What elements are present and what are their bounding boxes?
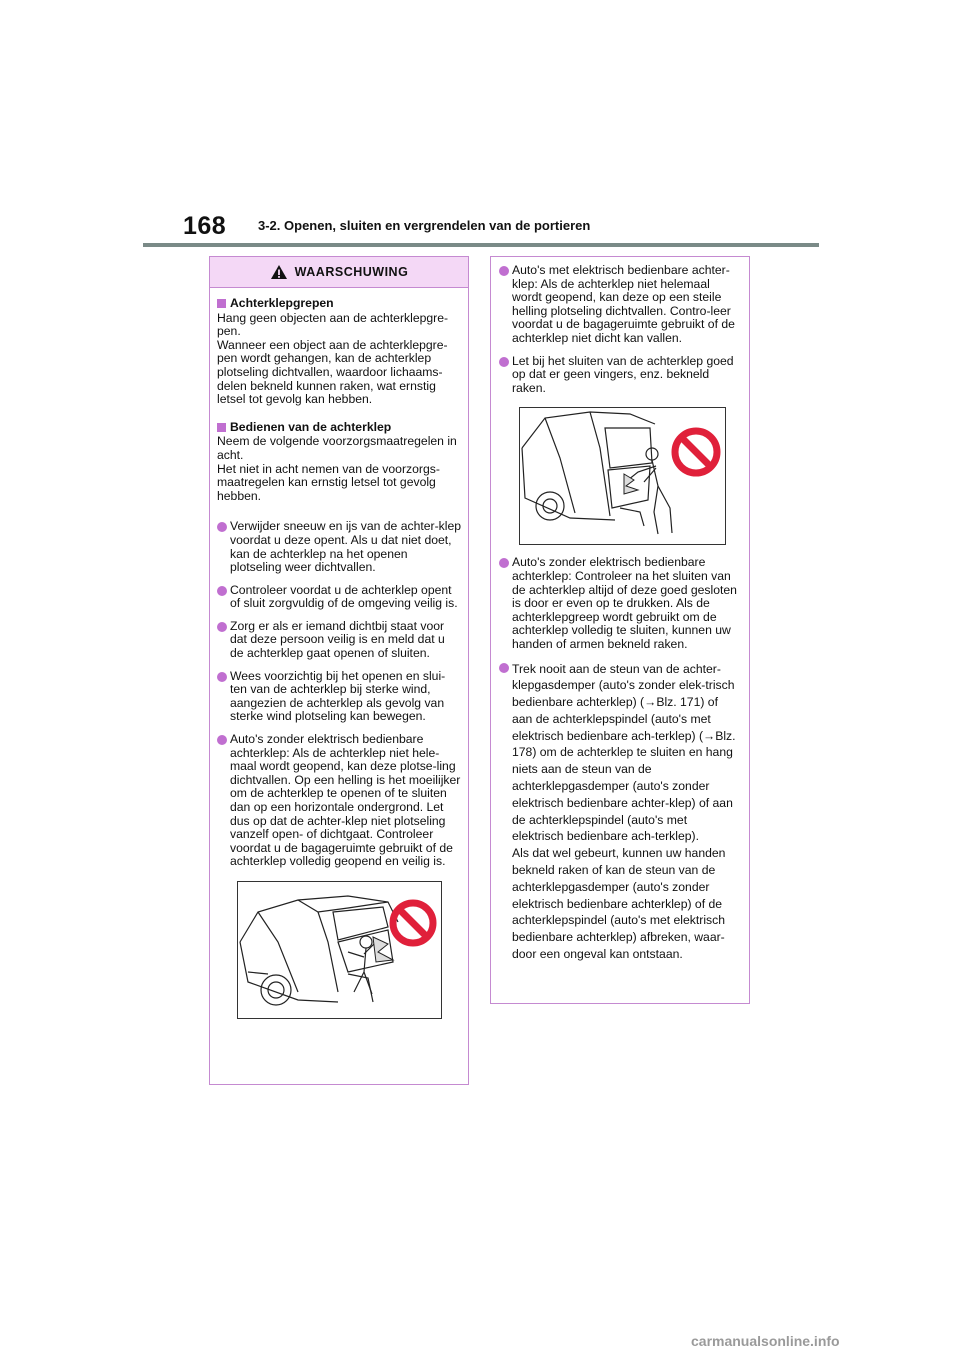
text-run: Blz. 178) om de achterklep te sluiten en hang niets aan de steun van de achterklepgasdemper (auto's zonder elektrisch bedienbare achter-klep) of aan de achterklepspindel (auto's met elektrisch bedienbare ach-terklep). xyxy=(512,728,736,844)
paragraph: Hang geen objecten aan de achterklepgre-pen. xyxy=(217,310,449,339)
list-item: Wees voorzichtig bij het openen en slui-ten van de achterklep bij sterke wind, aangezien de achterklep als gevolg van sterke wind plotseling kan bewegen. xyxy=(217,670,461,724)
round-bullet-icon xyxy=(217,672,227,682)
subheading-achterklepgrepen: Achterklepgrepen xyxy=(217,297,461,311)
arrow-glyph: → xyxy=(703,728,716,743)
page-number: 168 xyxy=(183,212,227,240)
round-bullet-icon xyxy=(217,522,227,532)
list-item: Let bij het sluiten van de achterklep goed op dat er geen vingers, enz. bekneld raken. xyxy=(499,355,741,396)
list-item: Verwijder sneeuw en ijs van de achter-klep voordat u deze opent. Als u dat niet doet, kan de achterklep na het openen plotseling weer dichtvallen. xyxy=(217,520,461,574)
warning-triangle-icon xyxy=(270,264,288,280)
round-bullet-icon xyxy=(217,622,227,632)
section-title: 3-2. Openen, sluiten en vergrendelen van de portieren xyxy=(258,218,591,233)
list-item xyxy=(499,661,741,963)
illustration-fingers-pinched xyxy=(519,407,726,545)
prohibition-icon xyxy=(670,426,722,478)
warning-panel-continued xyxy=(490,256,750,1004)
arrow-glyph: → xyxy=(644,695,657,710)
warning-body-continued xyxy=(491,257,749,963)
round-bullet-icon xyxy=(217,735,227,745)
square-bullet-icon xyxy=(217,299,226,308)
header-rule xyxy=(143,243,819,247)
warning-panel xyxy=(209,256,469,1085)
paragraph: Het niet in acht nemen van de voorzorgs-maatregelen kan ernstig letsel tot gevolg hebben. xyxy=(217,461,440,503)
list-item: Controleer voordat u de achterklep opent of sluit zorgvuldig of de omgeving veilig is. xyxy=(217,584,461,611)
subheading-bedienen: Bedienen van de achterklep xyxy=(217,421,461,435)
round-bullet-icon xyxy=(499,266,509,276)
warning-header xyxy=(210,257,468,288)
round-bullet-icon xyxy=(499,663,509,673)
watermark: carmanualsonline.info xyxy=(691,1333,840,1349)
warning-body xyxy=(210,288,468,1019)
list-item: Auto's zonder elektrisch bedienbare achterklep: Als de achterklep niet hele-maal wordt geopend, kan deze plotse-ling dichtvallen. Op een helling is het moeilijker om de achterklep te openen of te sluiten dan op een horizontale ondergrond. Let dus op dat de achter-klep niet plotseling vanzelf open- of dichtgaat. Controleer voordat u de bagageruimte gebruikt of de achterklep volledig geopend en veilig is. xyxy=(217,733,461,869)
list-item: Zorg er als er iemand dichtbij staat voor dat deze persoon veilig is en meld dat u de achterklep gaat openen of sluiten. xyxy=(217,620,461,661)
prohibition-icon xyxy=(388,898,438,948)
round-bullet-icon xyxy=(217,586,227,596)
text-run: Trek nooit aan de steun van de achter-klepgasdemper (auto's zonder elek-trisch bedienbare achterklep) ( xyxy=(512,661,735,710)
list-item: Auto's met elektrisch bedienbare achter-klep: Als de achterklep niet helemaal wordt geopend, kan deze op een steile helling plotseling dichtvallen. Contro-leer voordat u de bagageruimte gebruikt of de achterklep niet dicht kan vallen. xyxy=(499,264,741,346)
text-run: Blz. 171) of aan de achterklepspindel (auto's met elektrisch bedienbare ach-terklep) ( xyxy=(512,695,718,743)
warning-title: WAARSCHUWING xyxy=(294,265,409,279)
paragraph: Wanneer een object aan de achterklepgre-pen wordt gehangen, kan de achterklep plotseling dichtvallen, waardoor lichaams-delen bekneld kunnen raken, wat ernstig letsel tot gevolg kan hebben. xyxy=(217,337,448,407)
square-bullet-icon xyxy=(217,423,226,432)
list-item: Auto's zonder elektrisch bedienbare achterklep: Controleer na het sluiten van de achterklep altijd of deze goed gesloten is door er even op te drukken. Als de achterklepgreep wordt gebruikt om de achterklep volledig te sluiten, kunnen uw handen of armen bekneld raken. xyxy=(499,556,741,651)
illustration-tailgate-hanging xyxy=(237,881,442,1019)
round-bullet-icon xyxy=(499,558,509,568)
paragraph: Neem de volgende voorzorgsmaatregelen in acht. xyxy=(217,434,457,462)
round-bullet-icon xyxy=(499,357,509,367)
text-run: Als dat wel gebeurt, kunnen uw handen bekneld raken of kan de steun van de achterklepgasdemper (auto's zonder elektrisch bedienbare achterklep) of de achterklepspindel (auto's met elektrisch bedienbare achterklep) afbreken, waar-door een ongeval kan ontstaan. xyxy=(512,846,726,962)
